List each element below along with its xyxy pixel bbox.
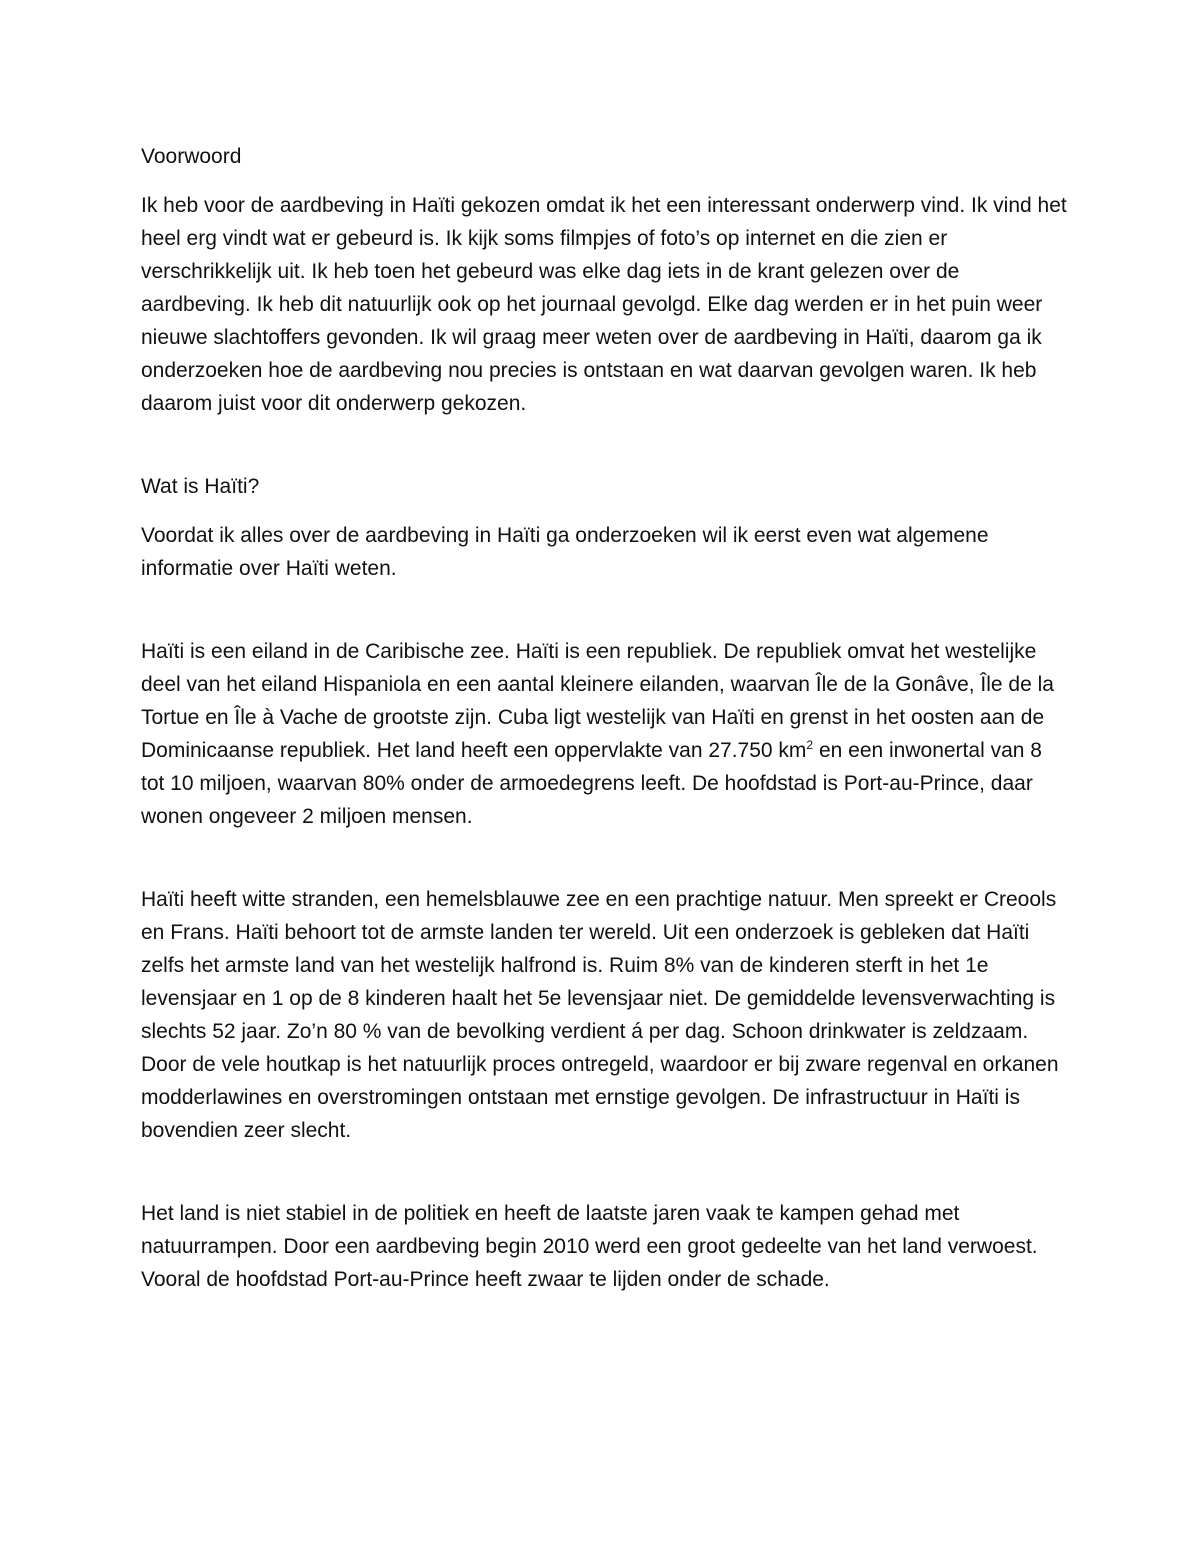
spacer [141, 420, 1071, 470]
spacer [141, 1147, 1071, 1197]
superscript-squared: 2 [806, 738, 814, 752]
paragraph-politics: Het land is niet stabiel in de politiek en heeft de laatste jaren vaak te kampen gehad met natuurrampen. Door een aardbeving begin 2010 werd een groot gedeelte van het land verwoest. Vooral de hoofdstad Port-au-Prince heeft zwaar te lijden onder de schade. [141, 1202, 1038, 1291]
paragraph-geography-text-a: Haïti is een eiland in de Caribische zee. Haïti is een republiek. De republiek omvat het westelijke deel van het eiland Hispaniola en een aantal kleinere eilanden, waarvan Île de la Gonâve, Île de la Tortue en Île à Vache de grootste zijn. Cuba ligt westelijk van Haïti en grenst in het oosten aan de Dominicaanse republiek. Het land heeft een oppervlakte van 27.750 km [141, 640, 1054, 762]
paragraph-intro: Voordat ik alles over de aardbeving in Haïti ga onderzoeken wil ik eerst even wat algemene informatie over Haïti weten. [141, 524, 989, 580]
spacer [141, 585, 1071, 635]
paragraph-voorwoord: Ik heb voor de aardbeving in Haïti gekozen omdat ik het een interessant onderwerp vind. Ik vind het heel erg vindt wat er gebeurd is. Ik kijk soms filmpjes of foto’s op internet en die zien er verschrikkelijk uit. Ik heb toen het gebeurd was elke dag iets in de krant gelezen over de aardbeving. Ik heb dit natuurlijk ook op het journaal gevolgd. Elke dag werden er in het puin weer nieuwe slachtoffers gevonden. Ik wil graag meer weten over de aardbeving in Haïti, daarom ga ik onderzoeken hoe de aardbeving nou precies is ontstaan en wat daarvan gevolgen waren. Ik heb daarom juist voor dit onderwerp gekozen. [141, 194, 1067, 415]
heading-voorwoord: Voorwoord [141, 145, 242, 168]
paragraph-geography-text-b: en een inwonertal van 8 tot 10 miljoen, waarvan 80% onder de armoedegrens leeft. De hoofdstad is Port-au-Prince, daar wonen ongeveer 2 miljoen mensen. [141, 739, 1042, 828]
document-body [141, 140, 1071, 1296]
spacer [141, 833, 1071, 883]
paragraph-nature-poverty: Haïti heeft witte stranden, een hemelsblauwe zee en een prachtige natuur. Men spreekt er Creools en Frans. Haïti behoort tot de armste landen ter wereld. Uit een onderzoek is gebleken dat Haïti zelfs het armste land van het westelijk halfrond is. Ruim 8% van de kinderen sterft in het 1e levensjaar en 1 op de 8 kinderen haalt het 5e levensjaar niet. De gemiddelde levensverwachting is slechts 52 jaar. Zo’n 80 % van de bevolking verdient á per dag. Schoon drinkwater is zeldzaam. Door de vele houtkap is het natuurlijk proces ontregeld, waardoor er bij zware regenval en orkanen modderlawines en overstromingen ontstaan met ernstige gevolgen. De infrastructuur in Haïti is bovendien zeer slecht. [141, 888, 1059, 1142]
heading-wat-is-haiti: Wat is Haïti? [141, 475, 260, 498]
paragraph-geography [141, 635, 1071, 833]
